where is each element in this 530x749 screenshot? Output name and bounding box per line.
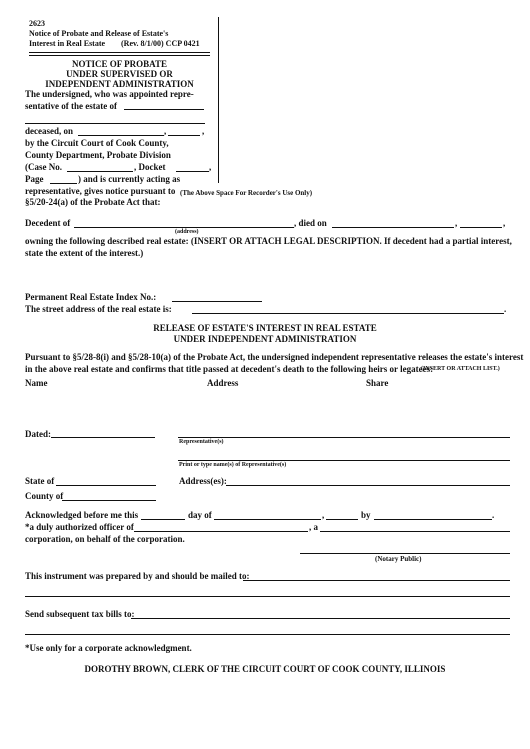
form-number: 2623 xyxy=(29,19,45,28)
address-caption: (address) xyxy=(175,229,199,235)
representative-signature-field[interactable] xyxy=(178,437,510,438)
notice-line-3: deceased, on xyxy=(25,126,73,136)
comma-5: , xyxy=(503,218,506,228)
pin-label: Permanent Real Estate Index No.: xyxy=(25,292,157,302)
ack-line-2a: *a duly authorized officer of xyxy=(25,522,134,532)
corporate-note: *Use only for a corporate acknowledgment. xyxy=(25,643,192,653)
col-address: Address xyxy=(207,378,239,388)
prepared-by-label: This instrument was prepared by and should be mailed to: xyxy=(25,571,250,581)
state-field[interactable] xyxy=(56,485,156,486)
notice-heading-3: INDEPENDENT ADMINISTRATION xyxy=(45,79,194,89)
comma: , xyxy=(164,126,167,136)
period: . xyxy=(504,304,507,314)
prepared-by-field-2[interactable] xyxy=(25,596,510,597)
ack-year-field[interactable] xyxy=(326,519,358,520)
street-address-field[interactable] xyxy=(192,313,504,314)
pin-field[interactable] xyxy=(172,301,262,302)
case-no-field[interactable] xyxy=(67,171,133,172)
release-para-1: Pursuant to §5/28-8(i) and §5/28-10(a) of the Probate Act, the undersigned independent representative releases the estate's interest xyxy=(25,352,524,362)
case-no-label: (Case No. xyxy=(25,162,62,172)
recorder-divider xyxy=(218,17,219,183)
ack-line-1a: Acknowledged before me this xyxy=(25,510,139,520)
notice-line-5: County Department, Probate Division xyxy=(25,150,171,160)
notice-line-8: representative, gives notice pursuant to xyxy=(25,186,176,196)
header-rule-2 xyxy=(29,55,210,56)
col-name: Name xyxy=(25,378,48,388)
clerk-footer: DOROTHY BROWN, CLERK OF THE CIRCUIT COURT OF COOK COUNTY, ILLINOIS xyxy=(84,664,446,674)
page-label: Page xyxy=(25,174,44,184)
ack-line-1b: day of xyxy=(188,510,212,520)
notary-signature-field[interactable] xyxy=(300,553,510,554)
page-field[interactable] xyxy=(50,183,77,184)
col-share: Share xyxy=(366,378,389,388)
death-date-field[interactable] xyxy=(332,227,454,228)
header-rule xyxy=(29,52,210,53)
docket-label: , Docket xyxy=(134,162,166,172)
notice-line-9: §5/20-24(a) of the Probate Act that: xyxy=(25,197,161,207)
street-label: The street address of the real estate is: xyxy=(25,304,172,314)
release-para-2: in the above real estate and confirms that title passed at decedent's death to the following heirs or legatees: xyxy=(25,364,434,374)
notice-heading-2: UNDER SUPERVISED OR xyxy=(66,69,173,79)
ack-corporation-field[interactable] xyxy=(134,531,308,532)
recorder-caption: (The Above Space For Recorder's Use Only) xyxy=(180,189,313,197)
ack-by-field[interactable] xyxy=(374,519,492,520)
notice-line-2: sentative of the estate of xyxy=(25,101,117,111)
representative-print-field[interactable] xyxy=(178,460,510,461)
appointed-date-field[interactable] xyxy=(78,135,164,136)
notice-line-7: ) and is currently acting as xyxy=(78,174,181,184)
release-heading-1: RELEASE OF ESTATE'S INTEREST IN REAL ESTATE xyxy=(153,323,377,333)
notary-caption: (Notary Public) xyxy=(375,555,422,563)
addresses-label: Address(es): xyxy=(179,476,227,486)
form-revision: (Rev. 8/1/00) CCP 0421 xyxy=(121,39,200,48)
addresses-field[interactable] xyxy=(226,485,510,486)
form-title-line2: Interest in Real Estate xyxy=(29,39,106,48)
appointed-year-field[interactable] xyxy=(168,135,200,136)
release-note: (INSERT OR ATTACH LIST.) xyxy=(421,366,500,372)
prepared-by-field[interactable] xyxy=(243,580,510,581)
ack-day-field[interactable] xyxy=(141,519,185,520)
comma-3: , xyxy=(209,162,212,172)
tax-bills-field-2[interactable] xyxy=(25,634,510,635)
decedent-address-field[interactable] xyxy=(74,227,294,228)
notice-line-4: by the Circuit Court of Cook County, xyxy=(25,138,169,148)
death-year-field[interactable] xyxy=(460,227,502,228)
ack-line-1c: by xyxy=(361,510,371,520)
county-field[interactable] xyxy=(62,500,156,501)
docket-field[interactable] xyxy=(176,171,209,172)
period-2: . xyxy=(492,510,495,520)
print-name-caption: Print or type name(s) of Representative(s) xyxy=(179,462,287,468)
estate-name-field-2[interactable] xyxy=(25,123,205,124)
comma-4: , xyxy=(455,218,458,228)
decedent-label: Decedent of xyxy=(25,218,71,228)
tax-bills-field[interactable] xyxy=(131,618,510,619)
notice-line-1: The undersigned, who was appointed repre- xyxy=(25,89,194,99)
comma-6: , xyxy=(322,510,325,520)
dated-label: Dated: xyxy=(25,429,51,439)
release-heading-2: UNDER INDEPENDENT ADMINISTRATION xyxy=(173,334,357,344)
dated-field[interactable] xyxy=(51,437,155,438)
ack-month-field[interactable] xyxy=(214,519,321,520)
comma-2: , xyxy=(202,126,205,136)
died-on-label: , died on xyxy=(294,218,327,228)
notice-heading-1: NOTICE OF PROBATE xyxy=(71,59,167,69)
estate-name-field[interactable] xyxy=(124,109,204,110)
ack-state-field[interactable] xyxy=(320,531,510,532)
tax-bills-label: Send subsequent tax bills to: xyxy=(25,609,135,619)
representative-caption: Representative(s) xyxy=(179,439,224,445)
county-of-label: County of xyxy=(25,491,64,501)
legal-description-line-1: owning the following described real estate: (INSERT OR ATTACH LEGAL DESCRIPTION. If decedent had a partial interest, xyxy=(25,236,512,246)
ack-line-3: corporation, on behalf of the corporation. xyxy=(25,534,185,544)
state-of-label: State of xyxy=(25,476,55,486)
legal-description-line-2: state the extent of the interest.) xyxy=(25,248,144,258)
ack-line-2b: , a xyxy=(309,522,318,532)
form-title-line1: Notice of Probate and Release of Estate's xyxy=(29,29,169,38)
